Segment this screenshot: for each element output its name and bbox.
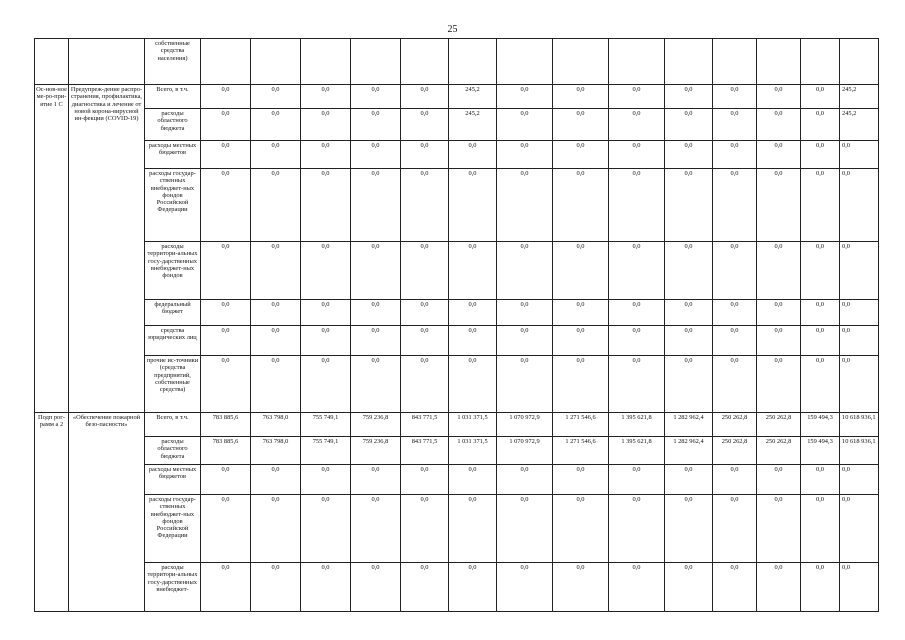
funding-source-cell: прочие ис-точники (средства предприятий, собственные средства) <box>145 356 201 413</box>
value-cell: 0,0 <box>301 563 351 612</box>
value-cell: 763 798,0 <box>251 413 301 437</box>
table-row <box>35 356 879 413</box>
value-cell: 0,0 <box>609 563 665 612</box>
value-cell: 250 262,8 <box>713 413 757 437</box>
value-cell: 0,0 <box>449 300 497 326</box>
value-cell: 0,0 <box>401 356 449 413</box>
value-cell: 0,0 <box>757 563 801 612</box>
value-cell <box>840 39 879 85</box>
item-name-cell <box>69 39 145 85</box>
value-cell: 0,0 <box>401 109 449 141</box>
value-cell: 0,0 <box>609 465 665 495</box>
value-cell: 763 798,0 <box>251 437 301 465</box>
funding-source-cell: расходы государ-ственных внебюджет-ных фондов Российской Федерации <box>145 495 201 563</box>
value-cell: 0,0 <box>713 85 757 109</box>
value-cell: 0,0 <box>757 326 801 356</box>
value-cell: 250 262,8 <box>757 413 801 437</box>
value-cell: 0,0 <box>201 300 251 326</box>
value-cell: 0,0 <box>497 465 553 495</box>
value-cell: 0,0 <box>665 495 713 563</box>
table-row <box>35 465 879 495</box>
value-cell: 0,0 <box>497 141 553 169</box>
value-cell: 0,0 <box>801 141 840 169</box>
value-cell: 0,0 <box>251 141 301 169</box>
value-cell: 0,0 <box>401 242 449 300</box>
value-cell: 0,0 <box>351 169 401 242</box>
value-cell: 0,0 <box>553 356 609 413</box>
value-cell: 0,0 <box>449 141 497 169</box>
value-cell: 0,0 <box>609 85 665 109</box>
value-cell: 0,0 <box>497 495 553 563</box>
value-cell: 250 262,8 <box>713 437 757 465</box>
value-cell: 0,0 <box>401 465 449 495</box>
value-cell: 0,0 <box>713 465 757 495</box>
value-cell: 0,0 <box>497 85 553 109</box>
value-cell: 0,0 <box>665 169 713 242</box>
value-cell: 1 395 621,8 <box>609 413 665 437</box>
value-cell: 0,0 <box>713 141 757 169</box>
value-cell: 0,0 <box>301 356 351 413</box>
value-cell: 0,0 <box>609 141 665 169</box>
value-cell: 0,0 <box>553 465 609 495</box>
value-cell: 0,0 <box>301 242 351 300</box>
value-cell: 1 031 371,5 <box>449 437 497 465</box>
funding-source-cell: расходы областного бюджета <box>145 109 201 141</box>
value-cell: 0,0 <box>665 356 713 413</box>
value-cell: 1 271 546,6 <box>553 413 609 437</box>
table-row <box>35 169 879 242</box>
value-cell: 0,0 <box>553 563 609 612</box>
value-cell: 0,0 <box>301 169 351 242</box>
value-cell: 0,0 <box>665 109 713 141</box>
value-cell: 0,0 <box>553 169 609 242</box>
funding-source-cell: расходы местных бюджетов <box>145 465 201 495</box>
table-row <box>35 85 879 109</box>
value-cell: 0,0 <box>713 300 757 326</box>
value-cell <box>251 39 301 85</box>
value-cell: 0,0 <box>201 495 251 563</box>
value-cell <box>449 39 497 85</box>
value-cell: 0,0 <box>497 300 553 326</box>
item-code-cell <box>35 39 69 85</box>
value-cell: 0,0 <box>251 326 301 356</box>
value-cell: 0,0 <box>449 242 497 300</box>
value-cell: 1 070 972,9 <box>497 437 553 465</box>
value-cell: 0,0 <box>301 465 351 495</box>
value-cell: 0,0 <box>401 563 449 612</box>
value-cell: 0,0 <box>840 300 879 326</box>
value-cell: 0,0 <box>713 169 757 242</box>
item-name-cell: «Обеспечение пожарной безо-пасности» <box>69 413 145 612</box>
value-cell: 0,0 <box>201 563 251 612</box>
value-cell: 843 771,5 <box>401 413 449 437</box>
value-cell <box>497 39 553 85</box>
value-cell: 0,0 <box>801 85 840 109</box>
value-cell: 0,0 <box>801 109 840 141</box>
value-cell: 0,0 <box>757 465 801 495</box>
value-cell: 1 031 371,5 <box>449 413 497 437</box>
value-cell: 0,0 <box>609 300 665 326</box>
value-cell: 0,0 <box>665 563 713 612</box>
value-cell: 0,0 <box>401 300 449 326</box>
value-cell: 0,0 <box>665 242 713 300</box>
value-cell: 245,2 <box>840 109 879 141</box>
value-cell: 0,0 <box>301 495 351 563</box>
table-row <box>35 39 879 85</box>
value-cell: 0,0 <box>449 465 497 495</box>
value-cell: 0,0 <box>553 495 609 563</box>
funding-source-cell: расходы местных бюджетов <box>145 141 201 169</box>
table-row <box>35 109 879 141</box>
value-cell: 0,0 <box>351 109 401 141</box>
value-cell <box>665 39 713 85</box>
value-cell: 0,0 <box>801 326 840 356</box>
value-cell: 0,0 <box>840 563 879 612</box>
value-cell: 0,0 <box>401 495 449 563</box>
value-cell: 0,0 <box>497 109 553 141</box>
table-row <box>35 242 879 300</box>
value-cell: 783 885,6 <box>201 437 251 465</box>
value-cell: 0,0 <box>401 326 449 356</box>
value-cell: 0,0 <box>757 169 801 242</box>
value-cell: 0,0 <box>201 465 251 495</box>
value-cell: 245,2 <box>840 85 879 109</box>
value-cell: 0,0 <box>401 141 449 169</box>
value-cell: 1 271 546,6 <box>553 437 609 465</box>
funding-source-cell: федеральный бюджет <box>145 300 201 326</box>
value-cell <box>553 39 609 85</box>
value-cell: 0,0 <box>401 85 449 109</box>
value-cell: 0,0 <box>301 141 351 169</box>
value-cell: 250 262,8 <box>757 437 801 465</box>
value-cell: 0,0 <box>801 495 840 563</box>
value-cell: 759 236,8 <box>351 437 401 465</box>
value-cell: 0,0 <box>251 356 301 413</box>
value-cell: 0,0 <box>665 465 713 495</box>
value-cell: 0,0 <box>757 356 801 413</box>
value-cell: 0,0 <box>801 465 840 495</box>
value-cell: 0,0 <box>251 85 301 109</box>
value-cell: 1 282 962,4 <box>665 413 713 437</box>
funding-source-cell: расходы областного бюджета <box>145 437 201 465</box>
value-cell: 0,0 <box>757 109 801 141</box>
value-cell: 0,0 <box>609 356 665 413</box>
value-cell: 10 618 936,1 <box>840 413 879 437</box>
table-row <box>35 300 879 326</box>
value-cell: 0,0 <box>553 109 609 141</box>
value-cell: 1 395 621,8 <box>609 437 665 465</box>
value-cell: 0,0 <box>757 141 801 169</box>
value-cell: 0,0 <box>301 326 351 356</box>
table-row <box>35 437 879 465</box>
value-cell: 0,0 <box>665 326 713 356</box>
value-cell: 0,0 <box>757 495 801 563</box>
table-row <box>35 413 879 437</box>
value-cell: 10 618 936,1 <box>840 437 879 465</box>
value-cell: 0,0 <box>301 109 351 141</box>
value-cell: 0,0 <box>609 326 665 356</box>
value-cell: 0,0 <box>840 356 879 413</box>
value-cell: 0,0 <box>351 465 401 495</box>
value-cell: 0,0 <box>713 109 757 141</box>
value-cell: 0,0 <box>201 141 251 169</box>
value-cell: 0,0 <box>665 85 713 109</box>
value-cell <box>609 39 665 85</box>
value-cell: 0,0 <box>201 109 251 141</box>
value-cell <box>201 39 251 85</box>
value-cell: 0,0 <box>713 495 757 563</box>
value-cell: 0,0 <box>401 169 449 242</box>
item-name-cell: Предупреж-дение распро-странения, профилактика, диагностика и лечение от новой корона-вирусной ин-фекции (COVID-19) <box>69 85 145 413</box>
value-cell: 0,0 <box>713 563 757 612</box>
value-cell: 0,0 <box>713 242 757 300</box>
funding-source-cell: Всего, в т.ч. <box>145 85 201 109</box>
funding-source-cell: Всего, в т.ч. <box>145 413 201 437</box>
value-cell: 0,0 <box>553 242 609 300</box>
value-cell: 0,0 <box>449 169 497 242</box>
value-cell: 0,0 <box>449 495 497 563</box>
value-cell: 0,0 <box>301 300 351 326</box>
value-cell: 0,0 <box>757 300 801 326</box>
funding-source-cell: собственные средства населения) <box>145 39 201 85</box>
value-cell <box>713 39 757 85</box>
value-cell: 0,0 <box>449 356 497 413</box>
value-cell: 755 749,1 <box>301 413 351 437</box>
value-cell: 0,0 <box>251 169 301 242</box>
value-cell: 0,0 <box>757 242 801 300</box>
value-cell: 0,0 <box>201 85 251 109</box>
value-cell: 0,0 <box>351 242 401 300</box>
value-cell: 0,0 <box>801 356 840 413</box>
value-cell: 245,2 <box>449 85 497 109</box>
value-cell: 0,0 <box>351 141 401 169</box>
value-cell: 0,0 <box>351 356 401 413</box>
value-cell: 0,0 <box>251 563 301 612</box>
value-cell: 0,0 <box>251 465 301 495</box>
table-row <box>35 326 879 356</box>
value-cell: 0,0 <box>801 169 840 242</box>
value-cell: 0,0 <box>553 141 609 169</box>
table-row <box>35 141 879 169</box>
value-cell: 0,0 <box>553 326 609 356</box>
value-cell: 0,0 <box>351 563 401 612</box>
value-cell: 0,0 <box>801 563 840 612</box>
value-cell: 0,0 <box>840 169 879 242</box>
value-cell: 0,0 <box>351 300 401 326</box>
value-cell: 0,0 <box>713 356 757 413</box>
value-cell: 0,0 <box>840 465 879 495</box>
value-cell: 0,0 <box>351 495 401 563</box>
value-cell <box>757 39 801 85</box>
value-cell: 0,0 <box>251 300 301 326</box>
value-cell: 0,0 <box>497 356 553 413</box>
value-cell: 0,0 <box>201 169 251 242</box>
value-cell: 1 070 972,9 <box>497 413 553 437</box>
value-cell: 245,2 <box>449 109 497 141</box>
funding-source-cell: расходы государ-ственных внебюджет-ных фондов Российской Федерации <box>145 169 201 242</box>
value-cell: 0,0 <box>497 242 553 300</box>
value-cell: 0,0 <box>609 242 665 300</box>
value-cell: 1 282 962,4 <box>665 437 713 465</box>
table-row <box>35 495 879 563</box>
value-cell: 159 494,3 <box>801 413 840 437</box>
value-cell: 0,0 <box>553 300 609 326</box>
value-cell: 0,0 <box>497 169 553 242</box>
value-cell: 0,0 <box>251 495 301 563</box>
value-cell: 0,0 <box>801 242 840 300</box>
value-cell: 0,0 <box>609 109 665 141</box>
value-cell: 0,0 <box>449 326 497 356</box>
value-cell: 0,0 <box>801 300 840 326</box>
funding-source-cell: расходы территори-альных госу-дарственных внебюджет- <box>145 563 201 612</box>
value-cell: 159 494,3 <box>801 437 840 465</box>
value-cell: 0,0 <box>497 326 553 356</box>
value-cell: 0,0 <box>840 326 879 356</box>
value-cell: 0,0 <box>757 85 801 109</box>
value-cell: 0,0 <box>351 326 401 356</box>
value-cell <box>351 39 401 85</box>
value-cell: 0,0 <box>553 85 609 109</box>
page-number: 25 <box>447 24 458 35</box>
value-cell: 0,0 <box>497 563 553 612</box>
value-cell: 0,0 <box>201 356 251 413</box>
value-cell: 783 885,6 <box>201 413 251 437</box>
budget-table <box>34 38 879 612</box>
value-cell: 0,0 <box>449 563 497 612</box>
value-cell: 0,0 <box>251 109 301 141</box>
value-cell: 0,0 <box>665 300 713 326</box>
value-cell: 0,0 <box>713 326 757 356</box>
value-cell: 755 749,1 <box>301 437 351 465</box>
item-code-cell: Ос-нов-ное ме-ро-при-ятие 1 С <box>35 85 69 413</box>
value-cell: 0,0 <box>201 242 251 300</box>
item-code-cell: Подп рог-рамм а 2 <box>35 413 69 612</box>
value-cell <box>801 39 840 85</box>
funding-source-cell: средства юридических лиц <box>145 326 201 356</box>
value-cell: 0,0 <box>351 85 401 109</box>
value-cell: 0,0 <box>201 326 251 356</box>
value-cell <box>301 39 351 85</box>
value-cell: 0,0 <box>301 85 351 109</box>
value-cell <box>401 39 449 85</box>
funding-source-cell: расходы территори-альных госу-дарственных внебюджет-ных фондов <box>145 242 201 300</box>
table-row <box>35 563 879 612</box>
value-cell: 0,0 <box>840 495 879 563</box>
value-cell: 0,0 <box>665 141 713 169</box>
value-cell: 0,0 <box>840 141 879 169</box>
value-cell: 0,0 <box>609 169 665 242</box>
value-cell: 843 771,5 <box>401 437 449 465</box>
value-cell: 0,0 <box>609 495 665 563</box>
value-cell: 759 236,8 <box>351 413 401 437</box>
value-cell: 0,0 <box>840 242 879 300</box>
value-cell: 0,0 <box>251 242 301 300</box>
